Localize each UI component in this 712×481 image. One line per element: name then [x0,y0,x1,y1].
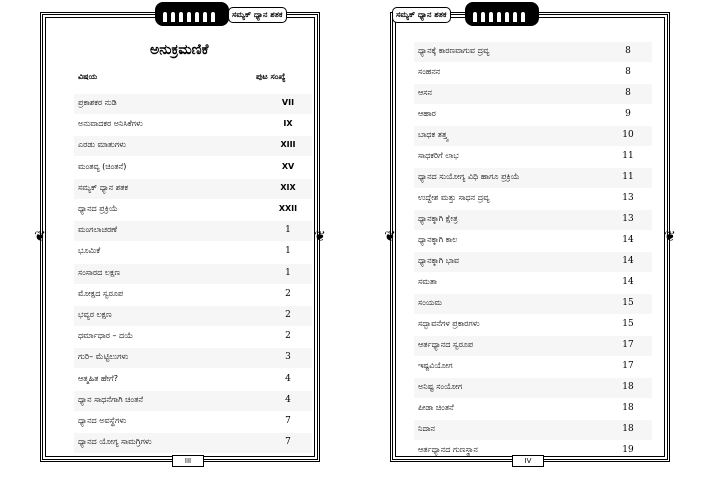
toc-entry-title: ಧ್ಯಾನಕ್ಕಾಗಿ ಕ್ಷೇತ್ರ [418,214,458,223]
toc-entry [78,242,308,262]
toc-entry-page: IX [283,119,293,129]
toc-entry-page: 15 [622,298,634,308]
running-title: ಸಮ್ಯಕ್ ಧ್ಯಾನ ಶತಕ [392,7,451,23]
toc-entry [418,357,648,377]
toc-entry-page: 14 [622,277,634,287]
toc-entry-title: ಧ್ಯಾನದ ಸುಯೋಗ್ಯ ವಿಧಿ ಹಾಗೂ ಪ್ರಕ್ರಿಯೆ [418,172,520,181]
toc-entry [418,189,648,209]
toc-entry [78,264,308,284]
toc-entry-page: 11 [622,151,634,161]
page-number: IV [512,455,544,467]
toc-entry-page: 1 [285,225,291,236]
toc-entry [78,221,308,241]
toc-entry-page: 10 [622,130,634,140]
toc-entry-title: ಮಂತವ್ಯ (ಚಿಂತನೆ) [78,161,127,171]
comb-ornament [155,2,229,26]
toc-entry-title: ಮೋಕ್ಷದ ಸ್ವರೂಪ [78,288,124,298]
toc-entry-title: ಇಷ್ಟವಿಯೋಗ [418,361,453,370]
toc-entry [78,200,308,220]
page-heading: ಅನುಕ್ರಮಣಿಕೆ [150,42,209,58]
toc-entry [418,273,648,293]
toc-entry-title: ಪೀಡಾ ಚಿಂತನೆ [418,403,454,412]
toc-entry [78,348,308,368]
toc-entry [418,252,648,272]
toc-entry-page: XIII [280,140,296,150]
toc-entry-title: ಧ್ಯಾನಕ್ಕಾಗಿ ಕಾಲ [418,235,458,244]
left-page [30,0,330,481]
toc-entry-page: 7 [285,437,291,448]
toc-entry-page: 18 [622,403,634,413]
toc-entry [78,391,308,411]
toc-entry-page: 14 [622,256,634,266]
toc-entry-page: 18 [622,424,634,434]
toc-entry-title: ಧ್ಯಾನಕ್ಕಾಗಿ ಭಾವ [418,256,460,265]
comb-ornament [465,2,539,26]
toc-entry-title: ಸಂಸಾರದ ಲಕ್ಷಣ [78,267,120,277]
toc-entry-title: ಧ್ಯಾನದ ಅವಸ್ಥೆಗಳು [78,416,127,425]
toc-entry-page: 3 [285,352,291,363]
toc-entry [418,378,648,398]
toc-entry [78,136,308,156]
toc-entry-title: ಧರ್ಮಾಧಾರ – ದಯೆ [78,331,134,341]
toc-entry-page: 13 [622,193,634,203]
toc-entry [78,94,308,114]
toc-entry-page: XXII [278,204,298,213]
toc-entry-title: ಆತ್ಮಹಿತ ಹೇಗೆ? [78,373,118,383]
right-side-ornament-icon: ❦ [664,229,676,245]
toc-entry-page: 2 [285,310,291,320]
toc-entry-page: 18 [622,382,634,392]
page-number: III [172,455,204,467]
toc-entry-title: ಬಾಧಕ ತತ್ತ್ವ [418,130,449,139]
toc-entry-title: ಸಮತಾ [418,277,437,286]
toc-entry [418,399,648,419]
toc-entry-title: ಅನುವಾದಕರ ಅನಿಸಿಕೆಗಳು [78,119,143,129]
toc-entry [78,327,308,347]
toc-entry-page: 4 [285,373,291,384]
toc-entry [418,420,648,440]
toc-entry [78,179,308,199]
toc-entry [418,105,648,125]
toc-entry [78,433,308,453]
toc-entry [418,126,648,146]
toc-entry [418,84,648,104]
toc-entry-page: 1 [285,267,291,278]
toc-entry-title: ಪ್ರಕಾಶಕರ ನುಡಿ [78,98,117,107]
toc-entry-page: 8 [625,88,631,98]
toc-entry-title: ಭವ್ಯರ ಲಕ್ಷಣ [78,310,112,319]
toc-entry-page: 17 [622,361,634,371]
toc-entry-title: ಉದ್ದೇಶ ಮತ್ತು ಸಾಧನ ದ್ರವ್ಯ [418,193,490,202]
toc-entry [418,231,648,251]
toc-entry-title: ಭೂಮಿಕೆ [78,246,101,256]
column-header-subject: ವಿಷಯ [78,72,98,81]
toc-entry-title: ಧ್ಯಾನಕ್ಕೆ ಕಾರಣವಾಗುವ ದ್ರವ್ಯ [418,46,490,55]
toc-entry-page: 9 [625,109,631,119]
toc-entry-page: 8 [625,67,631,77]
toc-entry-title: ಮಂಗಲಾಚರಣೆ [78,225,118,235]
toc-entry [78,306,308,326]
toc-entry-page: 4 [285,394,291,405]
toc-entry [418,168,648,188]
toc-entry-title: ಸಂಯಮ [418,298,442,307]
toc-entry-page: 2 [285,331,291,342]
toc-entry [418,315,648,335]
left-side-ornament-icon: ❦ [34,229,46,245]
toc-entry-page: XV [281,161,295,171]
toc-entry [418,63,648,83]
toc-entry [418,294,648,314]
toc-entry-page: 7 [285,416,291,426]
toc-entry-title: ಆಸನ [418,88,432,97]
toc-entry-title: ಆರ್ತಧ್ಯಾನದ ಸ್ವರೂಪ [418,340,474,349]
running-title: ಸಮ್ಯಕ್ ಧ್ಯಾನ ಶತಕ [228,7,287,23]
toc-entry-page: 19 [622,445,634,455]
toc-entry [418,336,648,356]
toc-entry-title: ಆಹಾರ [418,109,436,118]
toc-entry [78,115,308,135]
toc-entry-page: 17 [622,340,634,350]
left-side-ornament-icon: ❦ [384,229,396,245]
toc-entry [78,285,308,305]
toc-entry-page: 14 [622,235,634,245]
toc-entry-page: 2 [285,288,291,299]
toc-entry-title: ಸಮ್ಯಕ್ ಧ್ಯಾನ ಶತಕ [78,182,129,192]
toc-entry-page: 13 [622,214,634,224]
toc-entry [78,158,308,178]
toc-entry-title: ನಿದಾನ [418,424,435,433]
toc-entry [78,370,308,390]
toc-entry-page: XIX [280,182,296,192]
right-page [380,0,680,481]
toc-entry-page: 11 [622,172,634,182]
toc-entry-title: ಧ್ಯಾನದ ಪ್ರಕ್ರಿಯೆ [78,204,118,213]
toc-entry [418,147,648,167]
toc-entry-title: ಆರ್ತಧ್ಯಾನದ ಗುಣಸ್ಥಾನ [418,445,478,454]
toc-entry-title: ಧ್ಯಾನದ ಯೋಗ್ಯ ಸಾಮಗ್ರಿಗಳು [78,437,152,447]
right-side-ornament-icon: ❦ [314,229,326,245]
toc-entry [78,412,308,432]
toc-entry-title: ಗುರಿ– ಮೆಟ್ಟಿಲುಗಳು [78,352,129,362]
toc-entry-title: ಅನಿಷ್ಟ ಸಂಯೋಗ [418,382,463,391]
toc-entry-page: 8 [625,46,631,56]
toc-entry-page: VII [281,98,295,107]
toc-entry-title: ಸದ್ಭಾವನೆಗಳ ಪ್ರಕಾರಗಳು [418,319,480,328]
column-header-page: ಪುಟ ಸಂಖ್ಯೆ [256,72,286,81]
toc-entry [418,210,648,230]
toc-entry-title: ಎರಡು ಮಾತುಗಳು [78,140,126,150]
toc-entry [418,42,648,62]
toc-entry-title: ಧ್ಯಾನ ಸಾಧನೆಗಾಗಿ ಚಿಂತನೆ [78,394,144,404]
toc-entry-page: 15 [622,319,634,329]
toc-entry-title: ಸಾಧಕರಿಗೆ ಲಾಭ [418,151,459,160]
toc-entry-title: ಸಂಹನನ [418,67,441,76]
toc-entry-page: 1 [285,246,291,257]
